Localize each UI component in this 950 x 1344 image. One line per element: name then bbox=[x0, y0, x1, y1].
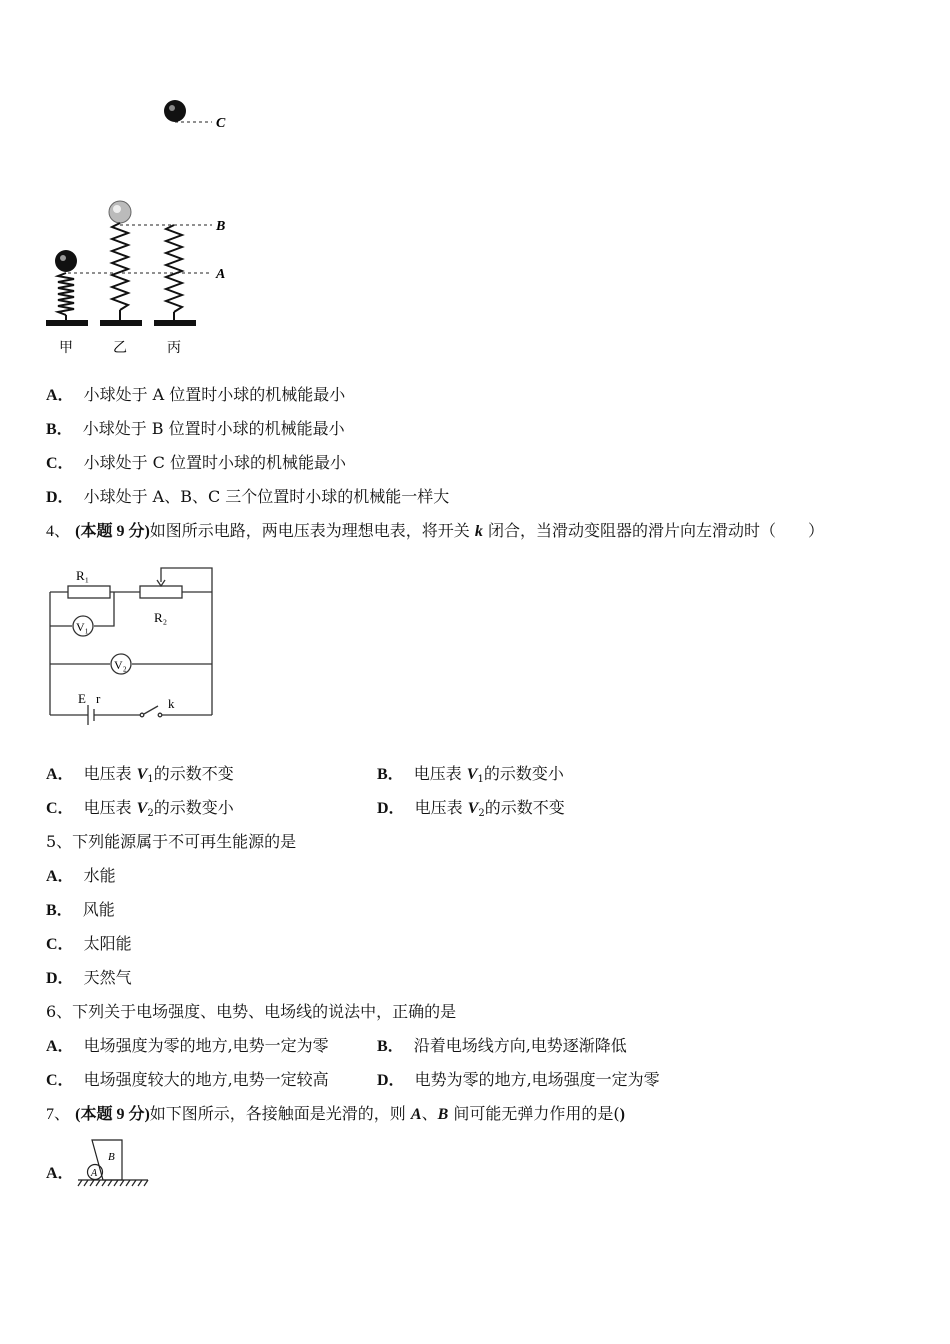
q3-option-d: D． 小球处于 A、B、C 三个位置时小球的机械能一样大 bbox=[46, 487, 450, 506]
q6-option-c: C． 电场强度较大的地方,电势一定较高 bbox=[46, 1070, 329, 1089]
q7-option-a: A． bbox=[46, 1165, 74, 1182]
label-r2: R₂ bbox=[154, 610, 168, 625]
q6-option-d: D． 电势为零的地方,电场强度一定为零 bbox=[377, 1070, 660, 1089]
q3-option-a: A． 小球处于 A 位置时小球的机械能最小 bbox=[46, 385, 346, 404]
label-q7-b: B bbox=[108, 1151, 115, 1163]
q7-figure-a bbox=[76, 1136, 152, 1190]
spring-figure bbox=[40, 90, 240, 360]
q3-option-c: C． 小球处于 C 位置时小球的机械能最小 bbox=[46, 453, 346, 472]
ball-c bbox=[164, 100, 186, 122]
circuit-figure bbox=[44, 560, 224, 725]
q5-option-b: B． 风能 bbox=[46, 900, 115, 919]
q6-option-a: A． 电场强度为零的地方,电势一定为零 bbox=[46, 1036, 329, 1055]
q4-option-b: B． 电压表 $V_1$的示数变小 bbox=[377, 764, 564, 785]
label-e: E bbox=[78, 691, 86, 706]
q4-option-d: D． 电压表 $V_2$的示数不变 bbox=[377, 798, 565, 819]
q6-option-b: B． 沿着电场线方向,电势逐渐降低 bbox=[377, 1036, 627, 1055]
label-b: B bbox=[216, 219, 226, 234]
q4-option-c: C． 电压表 $V_2$的示数变小 bbox=[46, 798, 234, 819]
label-q7-a: A bbox=[91, 1168, 98, 1179]
q5-option-a: A． 水能 bbox=[46, 866, 116, 885]
label-r: r bbox=[96, 691, 101, 706]
label-yi: 乙 bbox=[113, 341, 127, 356]
spring-jia bbox=[46, 250, 88, 326]
q5-option-d: D． 天然气 bbox=[46, 968, 132, 987]
q5-stem: 5、下列能源属于不可再生能源的是 bbox=[46, 832, 297, 851]
label-a: A bbox=[216, 267, 226, 282]
q7-stem: 7、 (本题 9 分)如下图所示，各接触面是光滑的，则 A、B 间可能无弹力作用的是() bbox=[46, 1104, 625, 1123]
label-c: C bbox=[216, 116, 226, 131]
q3-option-b: B． 小球处于 B 位置时小球的机械能最小 bbox=[46, 419, 345, 438]
spring-bing bbox=[154, 225, 196, 326]
label-v1: V₁ bbox=[76, 620, 89, 634]
spring-yi bbox=[100, 201, 142, 326]
label-r1: R₁ bbox=[76, 568, 90, 583]
q4-stem: 4、 (本题 9 分)如图所示电路，两电压表为理想电表，将开关 k 闭合，当滑动变阻器的滑片向左滑动时（ ） bbox=[46, 521, 824, 540]
label-jia: 甲 bbox=[59, 341, 73, 356]
q5-option-c: C． 太阳能 bbox=[46, 934, 132, 953]
q4-option-a: A． 电压表 $V_1$的示数不变 bbox=[46, 764, 234, 785]
label-k: k bbox=[168, 696, 175, 711]
label-v2: V₂ bbox=[114, 658, 127, 672]
q6-stem: 6、下列关于电场强度、电势、电场线的说法中，正确的是 bbox=[46, 1002, 457, 1021]
label-bing: 丙 bbox=[167, 341, 181, 356]
